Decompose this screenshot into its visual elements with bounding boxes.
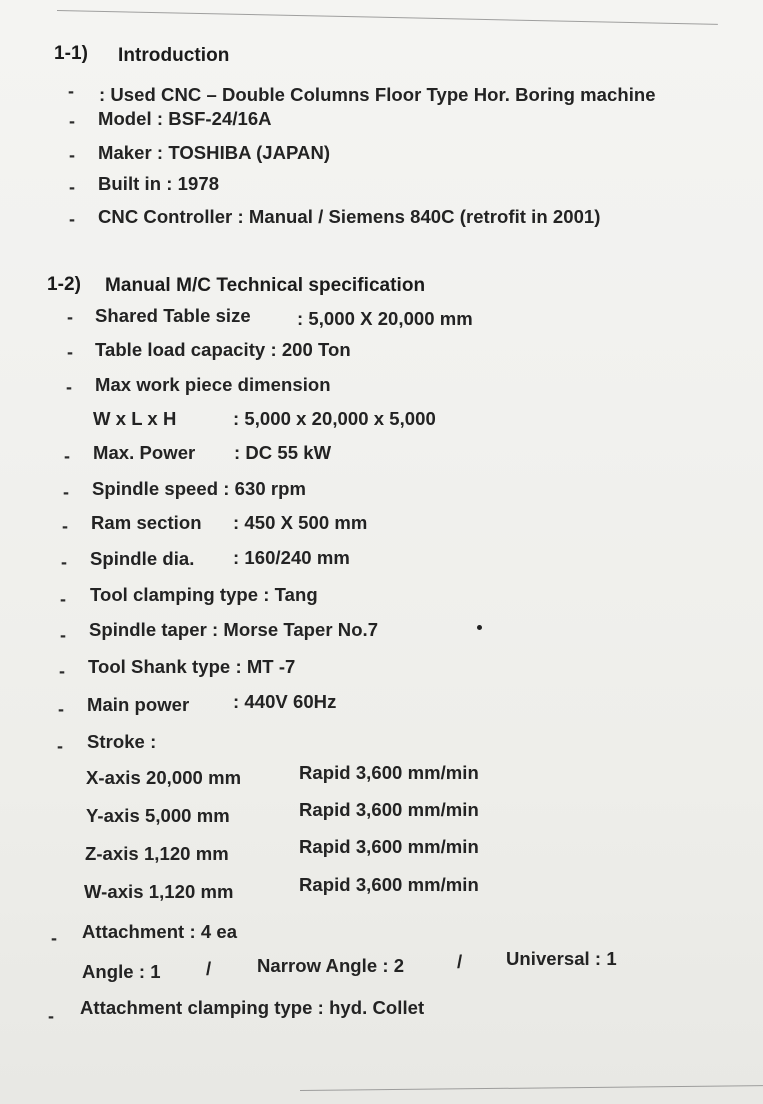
attachment-clamping-type: Attachment clamping type : hyd. Collet xyxy=(80,997,425,1018)
attachment-narrow-angle: Narrow Angle : 2 xyxy=(257,955,405,976)
stroke-x-axis: X-axis 20,000 mm xyxy=(86,767,242,788)
bullet-dash: - xyxy=(58,699,64,719)
section-number-spec: 1-2) xyxy=(47,274,81,295)
attachment-angle: Angle : 1 xyxy=(82,961,161,982)
attachment-separator: / xyxy=(457,951,463,972)
spindle-taper: Spindle taper : Morse Taper No.7 xyxy=(89,619,379,640)
ram-section-value: : 450 X 500 mm xyxy=(233,512,368,533)
spindle-dia-label: Spindle dia. xyxy=(90,548,195,569)
main-power-value: : 440V 60Hz xyxy=(233,691,337,712)
intro-item-built: Built in : 1978 xyxy=(98,173,220,194)
work-piece-wlh-label: W x L x H xyxy=(93,408,177,429)
bullet-dash: - xyxy=(59,661,65,681)
bullet-dash: - xyxy=(68,81,74,101)
stroke-x-rapid: Rapid 3,600 mm/min xyxy=(299,762,479,783)
top-rule xyxy=(57,10,718,25)
bullet-dash: - xyxy=(69,177,75,197)
intro-item-machine: : Used CNC – Double Columns Floor Type Hor. Boring machine xyxy=(99,84,656,105)
bullet-dash: - xyxy=(66,377,72,397)
section-title-spec: Manual M/C Technical specification xyxy=(105,275,426,296)
section-number-intro: 1-1) xyxy=(54,43,88,64)
tool-clamping-type: Tool clamping type : Tang xyxy=(90,584,318,605)
intro-item-controller: CNC Controller : Manual / Siemens 840C (retrofit in 2001) xyxy=(98,206,601,227)
bullet-dash: - xyxy=(62,516,68,536)
bullet-dash: - xyxy=(67,342,73,362)
max-power-label: Max. Power xyxy=(93,442,196,463)
ram-section-label: Ram section xyxy=(91,512,202,533)
bullet-dash: - xyxy=(51,928,57,948)
work-piece-wlh-value: : 5,000 x 20,000 x 5,000 xyxy=(233,408,436,429)
bullet-dash: - xyxy=(60,625,66,645)
bullet-dash: - xyxy=(63,482,69,502)
spindle-speed: Spindle speed : 630 rpm xyxy=(92,478,306,499)
stroke-z-axis: Z-axis 1,120 mm xyxy=(85,843,229,864)
attachment-universal: Universal : 1 xyxy=(506,948,617,969)
stroke-w-axis: W-axis 1,120 mm xyxy=(84,881,234,902)
intro-item-maker: Maker : TOSHIBA (JAPAN) xyxy=(98,142,331,163)
max-power-value: : DC 55 kW xyxy=(234,442,332,463)
bullet-dash: - xyxy=(69,111,75,131)
bullet-dash: - xyxy=(67,307,73,327)
stroke-z-rapid: Rapid 3,600 mm/min xyxy=(299,836,479,857)
attachment-count: Attachment : 4 ea xyxy=(82,921,238,942)
bullet-dash: - xyxy=(48,1006,54,1026)
table-size-label: Shared Table size xyxy=(95,305,251,326)
tool-shank-type: Tool Shank type : MT -7 xyxy=(88,656,296,677)
table-load-capacity: Table load capacity : 200 Ton xyxy=(95,339,351,360)
main-power-label: Main power xyxy=(87,694,190,715)
table-size-value: : 5,000 X 20,000 mm xyxy=(297,308,473,329)
max-work-piece-dimension: Max work piece dimension xyxy=(95,374,331,395)
bullet-dash: - xyxy=(57,736,63,756)
intro-item-model: Model : BSF-24/16A xyxy=(98,108,272,129)
stray-mark xyxy=(477,625,482,630)
bullet-dash: - xyxy=(60,589,66,609)
stroke-y-rapid: Rapid 3,600 mm/min xyxy=(299,799,479,820)
bullet-dash: - xyxy=(69,209,75,229)
bottom-rule xyxy=(300,1085,763,1091)
stroke-label: Stroke : xyxy=(87,731,157,752)
stroke-y-axis: Y-axis 5,000 mm xyxy=(86,805,230,826)
bullet-dash: - xyxy=(64,446,70,466)
stroke-w-rapid: Rapid 3,600 mm/min xyxy=(299,874,479,895)
spindle-dia-value: : 160/240 mm xyxy=(233,547,350,568)
bullet-dash: - xyxy=(69,145,75,165)
attachment-separator: / xyxy=(206,958,212,979)
section-title-intro: Introduction xyxy=(118,45,230,66)
bullet-dash: - xyxy=(61,552,67,572)
